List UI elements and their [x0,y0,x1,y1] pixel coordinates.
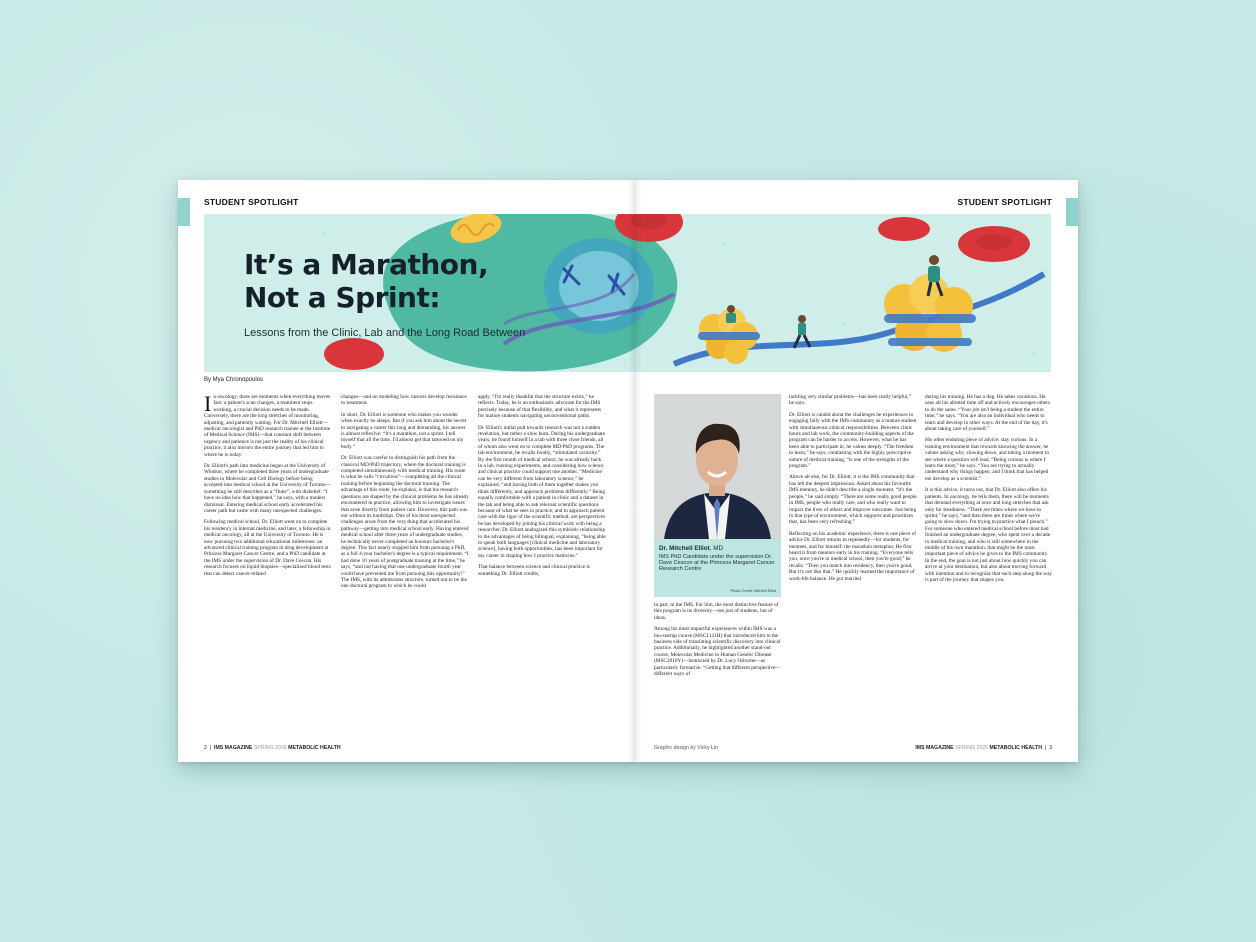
article-column-4 [654,602,782,682]
paragraph: in part, to the IMS. For him, the most distinctive feature of this program is its diversity—not just of students, but of ideas. [654,602,779,621]
footer-right: IMS MAGAZINE SPRING 2026 METABOLIC HEALTH | 3 [915,745,1052,751]
article-column-5 [789,394,917,587]
headline-line-2: Not a Sprint: [244,281,441,314]
magazine-name-right: IMS MAGAZINE [915,745,954,751]
article-column-1 [204,391,332,582]
page-number-left: 2 [204,745,207,751]
byline: By Mya Chronopoulos [204,377,264,383]
theme-right: METABOLIC HEALTH [989,745,1042,751]
section-label-left: STUDENT SPOTLIGHT [204,197,299,207]
article-column-3 [478,394,606,582]
paragraph: Dr. Elliott was careful to distinguish his path from the classical MD/PhD trajectory, where the doctoral training is completed simultaneously with medical training. His route is what he calls “circuitous”—completing all the clinical training before beginning the doctoral training. The advantage of this route, he explains, is that his research questions are shaped by the clinical problems he has already encountered in practice, allowing him to investigate issues that arise directly from patient care. However, this path was not without its hardships. One of his most unexpected challenges arose from the very thing that accelerated his pathway—getting into medical school early. Having entered medical school after three years of undergraduate studies, he technically never completed an honours bachelor's degree. This fact nearly stopped him from pursuing a PhD, as a full 4-year bachelor's degree is a typical requirement. “I had done 10 years of postgraduate training at the time,” he says, “and not having that one undergraduate fourth year could have prevented me from pursuing this opportunity!” The IMS, with its admissions structure, turned out to be the one doctoral program to which he could [341,455,469,590]
headline-line-1: It’s a Marathon, [244,248,489,281]
footer-left: 2 | IMS MAGAZINE SPRING 2026 METABOLIC HEALTH [204,745,341,751]
paragraph: Dr. Elliott's initial pull towards research was not a sudden revelation, but rather a slow burn. During his undergraduate years, he found himself in a lab with three close friends, all of whom also went on to complete MD/PhD programs. The lab environment, he recalls fondly, “stimulated curiosity.” By the first month of medical school, he was already back in a lab, running experiments, and considering how science and clinical practice could support one another. “Medicine can be very different from laboratory science,” he explained, “and having both of them together makes you think differently, and approach problems differently.” Being equally comfortable with a patient in clinic and a dataset in the lab and being able to ask relevant scientific questions because of what he sees in practice, and to approach patient care with the rigor of the scientific method, are perspectives he has developed by joining his clinical work with being a researcher. Dr. Elliott analogized this symbiotic relationship to the advantages of being bilingual, explaining, “being able to speak both languages [clinical medicine and laboratory science], having both opportunities, has been important for my career in shaping how I practice medicine.” [478,424,606,559]
paragraph: In oncology, there are moments when everything moves fast: a patient's scan changes, a treatment stops working, a crucial decision needs to be made. Conversely, there are the long stretches of monitoring, adjusting, and patiently waiting. For Dr. Mitchell Elliott—medical oncologist and PhD research trainee at the Institute of Medical Science (IMS)—that constant shift between urgency and patience is not just the reality of his clinical practice, it also mirrors the entire journey that led him to where he is today. [204,391,331,458]
paragraph: apply. “I'm really thankful that the structure exists,” he reflects. Today, he is an enthusiastic advocate for the IMS precisely because of that flexibility, and what it represents for mature students navigating unconventional paths. [478,394,602,420]
paragraph: Dr. Elliott's path into medicine began at the University of Windsor, where he completed three years of undergraduate studies in Molecular and Cell Biology before being accepted into medical school at the University of Toronto—something he still describes as a “fluke”, with disbelief. “I have no idea how that happened,” he says, with a modest dismissal. Entering medical school early accelerated his career path but came with many unexpected challenges. [204,463,331,514]
paragraph: during his training. He has a dog. He takes vacations. He uses all his allotted time off and actively encourages others to do the same. “Your job isn't being a student the entire time,” he says. “You are also an individual who needs to learn and develop in other ways. At the end of the day, it's about taking care of yourself.” [925,394,1051,433]
drop-cap: I [204,391,212,416]
caption-name: Dr. Mitchell Elliot, MD [659,545,724,552]
paragraph: In short, Dr. Elliott is someone who makes you wonder when exactly he sleeps. But if you ask him about the secret to navigating a career this long and demanding, his answer is almost reflexive: “It's a marathon, not a sprint. I tell myself that all the time. I'd almost get that tattooed on my body.” [341,411,467,450]
paragraph: Reflecting on his academic experience, there is one piece of advice Dr. Elliott returns to repeatedly—for students, for mentees, and for himself: the marathon metaphor. He first heard it from mentors early in his training. “Everyone tells you, once you're in medical school, then you're good,” he recalls. “Then you match into residency, then you're good. But it's not like that.” He quickly learned the importance of work-life balance. He got married [789,530,917,582]
photo-caption [654,539,781,597]
left-accent-tab [178,198,190,226]
article-headline [244,248,488,314]
paragraph: That balance between science and clinical practice is something Dr. Elliott credits, [478,564,590,577]
paragraph: Following medical school, Dr. Elliott went on to complete his residency in internal medicine, and later, a fellowship in medical oncology, all at the University of Toronto. He is now pursuing two additional educational milestones: an advanced clinical training program in drug development at Princess Margaret Cancer Centre, and a PhD candidate at the IMS under the supervision of Dr. Dave Cescon. His research focuses on liquid biopsies—specialized blood tests that can detect cancer-related [204,519,331,577]
portrait-photo [654,394,781,539]
issue-left: SPRING 2026 [253,745,287,751]
caption-title: IMS PhD Candidate under the supervision Dr. Dave Cescon at the Princess Margaret Cancer Research Centre [659,554,775,573]
right-accent-tab [1066,198,1078,226]
hero-banner [204,214,1051,372]
article-deck: Lessons from the Clinic, Lab and the Long Road Between [244,327,526,339]
paragraph: changes—and on modeling how cancers develop resistance to treatment. [341,394,467,407]
paragraph: Among his most impactful experiences within IMS was a bio-startup course (MSC1121H) that introduced him to the business side of translating scientific discovery into clinical practice. Additionally, he highlighted another stand-out course, Molecular Medicine in Human Genetic Disease (MSC2010Y)—instructed by Dr. Lucy Osborne—as particularly formative. “Getting that different perspective—different ways of [654,626,781,678]
paragraph: His other enduring piece of advice: stay curious. In a training environment that rewards knowing the answer, he values asking why, slowing down, and taking a moment to see where a question will lead. “Being curious is where I learn the most,” he says. “You are trying to actually understand why things happen, and I think that has helped me develop as a scientist.” [925,437,1049,482]
article-column-6 [925,394,1053,588]
paragraph: It is this advice, it turns out, that Dr. Elliott also offers his patients. In oncology, he tells them, there will be moments that demand everything at once and long stretches that ask only for steadiness. “There are times where we have to sprint,” he says, “and then there are times where we're going to slow down. I'm trying to practice what I preach.” For someone who entered medical school before most had finished an undergraduate degree, who spent over a decade in medical training, and who is still somewhere in the middle of his own marathon, that might be the most important piece of advice he gives to the IMS community. In the end, the goal is not just about how quickly you can arrive at your destination, but also about moving forward with intention and to recognize that each step along the way is part of the journey that shapes you. [925,487,1053,583]
article-column-2 [341,394,469,595]
theme-left: METABOLIC HEALTH [288,745,341,751]
paragraph: Above all else, for Dr. Elliott, it is the IMS community that has left the deepest impression. Asked about his favourite IMS memory, he didn't describe a single moment. “It's the people,” he said simply. “There are some really good people in IMS, people who really care, and who really want to impact the lives of others and improve outcomes. Just being in that type of environment, which supports and prioritizes that, has been very refreshing.” [789,474,917,526]
sitting-figure [726,305,736,323]
design-credit: Graphic design by Vicky Lin [654,745,718,751]
photo-credit: Photo Credit: Mitchell Elliot [730,589,776,593]
section-label-right: STUDENT SPOTLIGHT [957,197,1052,207]
paragraph: Dr. Elliott is candid about the challenges he experiences in engaging fully with the IMS community as a mature student with simultaneous clinical responsibilities. Between clinic hours and lab work, the community-building aspects of the program can be harder to access. However, what he has been able to participate in, he values deeply. “The freedom to learn,” he says, contrasting with the highly prescriptive nature of medical training, “is one of the strengths of the program.” [789,411,917,470]
magazine-name-left: IMS MAGAZINE [214,745,253,751]
issue-right: SPRING 2026 [955,745,988,751]
paragraph: tackling very similar problems—has been really helpful,” he says. [789,394,911,407]
page-number-right: 3 [1049,745,1052,751]
magazine-spread [178,180,1078,762]
